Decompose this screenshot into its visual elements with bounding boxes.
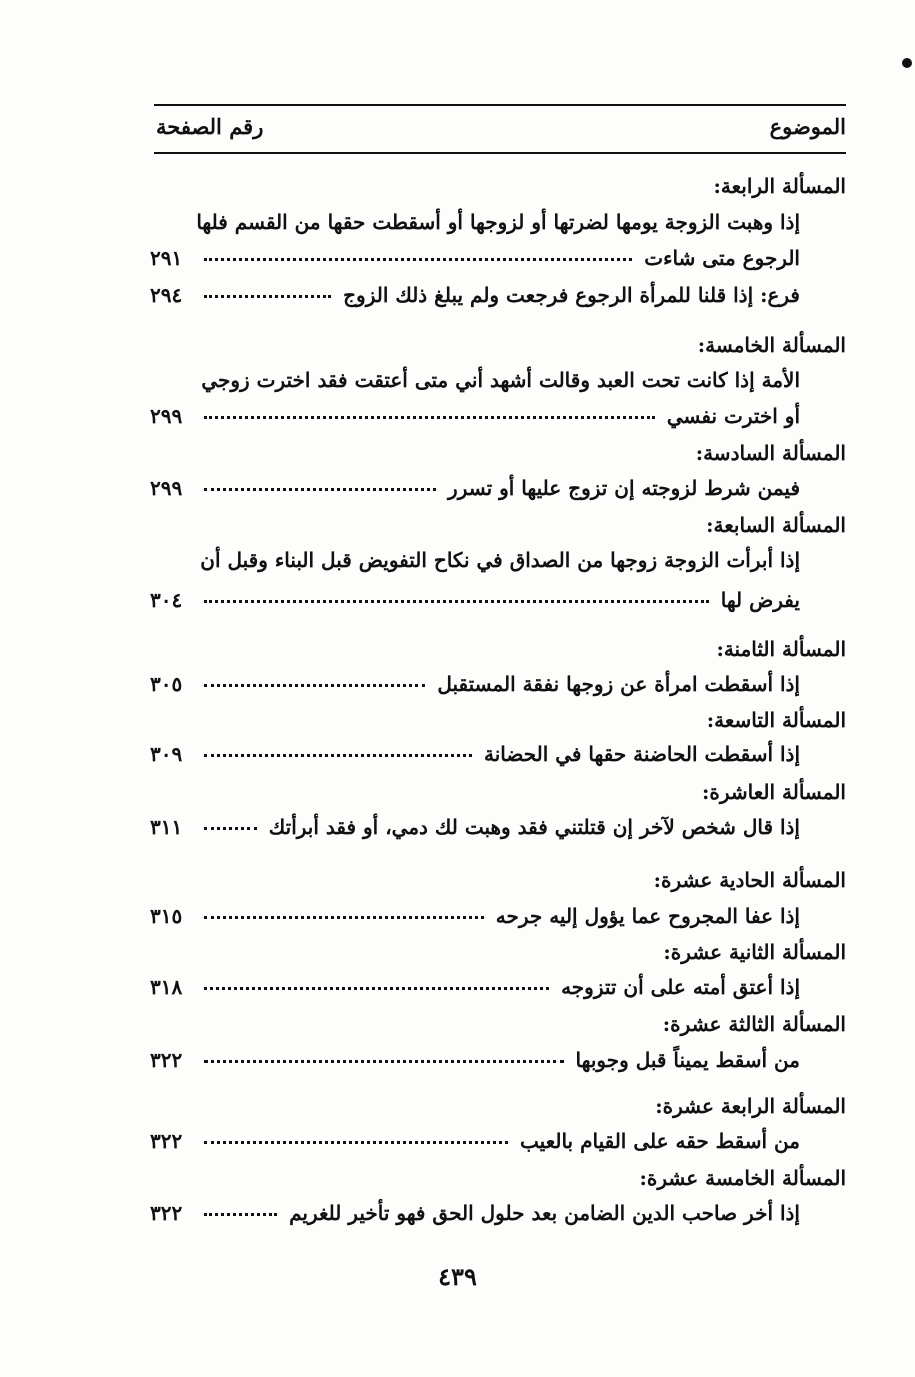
entry-text-continued: إذا وهبت الزوجة يومها لضرتها أو لزوجها أو أسقطت حقها من القسم فلها — [196, 210, 800, 234]
entry-text: إذا أخر صاحب الدين الضامن بعد حلول الحق فهو تأخير للغريم — [289, 1201, 800, 1225]
section-title: المسألة السادسة: — [695, 441, 846, 465]
entry-page: ٣١١ — [150, 815, 183, 839]
entry-page: ٣٠٤ — [150, 588, 183, 612]
toc-entry[interactable] — [150, 246, 800, 270]
entry-page: ٢٩٤ — [150, 283, 183, 307]
entry-page: ٣٢٢ — [150, 1129, 183, 1153]
toc-entry[interactable] — [150, 672, 800, 696]
entry-page: ٣١٥ — [150, 904, 183, 928]
toc-entry[interactable] — [150, 904, 800, 928]
entry-text: من أسقط يميناً قبل وجوبها — [575, 1048, 800, 1072]
section-title: المسألة الخامسة عشرة: — [639, 1166, 846, 1190]
topic-column-label: الموضوع — [769, 114, 846, 139]
entry-text-continued: الأمة إذا كانت تحت العبد وقالت أشهد أني متى أعتقت فقد اخترت زوجي — [201, 368, 800, 392]
entry-text: فيمن شرط لزوجته إن تزوج عليها أو تسرر — [448, 476, 800, 500]
entry-text: إذا قال شخص لآخر إن قتلتني فقد وهبت لك دمي، أو فقد أبرأتك — [268, 815, 800, 839]
entry-text: إذا أسقطت الحاضنة حقها في الحضانة — [483, 742, 800, 766]
section-title: المسألة الثالثة عشرة: — [662, 1012, 846, 1036]
toc-entry[interactable] — [150, 1048, 800, 1072]
toc-entry[interactable] — [150, 1201, 800, 1225]
entry-text: فرع: إذا قلنا للمرأة الرجوع فرجعت ولم يبلغ ذلك الزوج — [343, 283, 800, 307]
section-title: المسألة الحادية عشرة: — [653, 868, 846, 892]
entry-text: الرجوع متى شاءت — [644, 246, 800, 270]
entry-text: أو اخترت نفسي — [666, 404, 800, 428]
leader-dots — [204, 487, 436, 491]
section-title: المسألة الرابعة: — [713, 174, 846, 198]
leader-dots — [204, 986, 549, 990]
entry-page: ٣٢٢ — [150, 1048, 183, 1072]
entry-text: إذا أسقطت امرأة عن زوجها نفقة المستقبل — [437, 672, 800, 696]
toc-entry[interactable] — [150, 283, 800, 307]
leader-dots — [204, 1059, 564, 1063]
page-number: ٤٣٩ — [438, 1262, 477, 1291]
entry-page: ٢٩٩ — [150, 404, 183, 428]
entry-page: ٢٩١ — [150, 246, 183, 270]
entry-text: إذا أعتق أمته على أن تتزوجه — [561, 975, 800, 999]
leader-dots — [204, 915, 484, 919]
entry-page: ٣٠٩ — [150, 742, 183, 766]
leader-dots — [204, 599, 709, 603]
entry-text: من أسقط حقه على القيام بالعيب — [520, 1129, 800, 1153]
toc-entry[interactable] — [150, 476, 800, 500]
entry-page: ٣٢٢ — [150, 1201, 183, 1225]
entry-text-continued: إذا أبرأت الزوجة زوجها من الصداق في نكاح التفويض قبل البناء وقبل أن — [200, 548, 800, 572]
leader-dots — [204, 415, 655, 419]
section-title: المسألة الرابعة عشرة: — [655, 1094, 846, 1118]
leader-dots — [204, 294, 331, 298]
entry-page: ٢٩٩ — [150, 476, 183, 500]
section-title: المسألة الثامنة: — [716, 637, 846, 661]
section-title: المسألة العاشرة: — [702, 780, 846, 804]
page-column-label: رقم الصفحة — [156, 114, 264, 139]
entry-text: يفرض لها — [720, 588, 800, 612]
section-title: المسألة السابعة: — [706, 513, 846, 537]
entry-text: إذا عفا المجروح عما يؤول إليه جرحه — [495, 904, 800, 928]
section-title: المسألة التاسعة: — [706, 708, 846, 732]
leader-dots — [204, 1140, 508, 1144]
section-title: المسألة الثانية عشرة: — [663, 940, 846, 964]
toc-entry[interactable] — [150, 975, 800, 999]
toc-entry[interactable] — [150, 1129, 800, 1153]
leader-dots — [204, 826, 257, 830]
toc-entry[interactable] — [150, 404, 800, 428]
leader-dots — [204, 1212, 277, 1216]
leader-dots — [204, 683, 425, 687]
leader-dots — [204, 753, 472, 757]
leader-dots — [204, 257, 632, 261]
toc-entry[interactable] — [150, 588, 800, 612]
entry-page: ٣٠٥ — [150, 672, 183, 696]
section-title: المسألة الخامسة: — [697, 333, 846, 357]
entry-page: ٣١٨ — [150, 975, 183, 999]
toc-entry[interactable] — [150, 742, 800, 766]
toc-entry[interactable] — [150, 815, 800, 839]
